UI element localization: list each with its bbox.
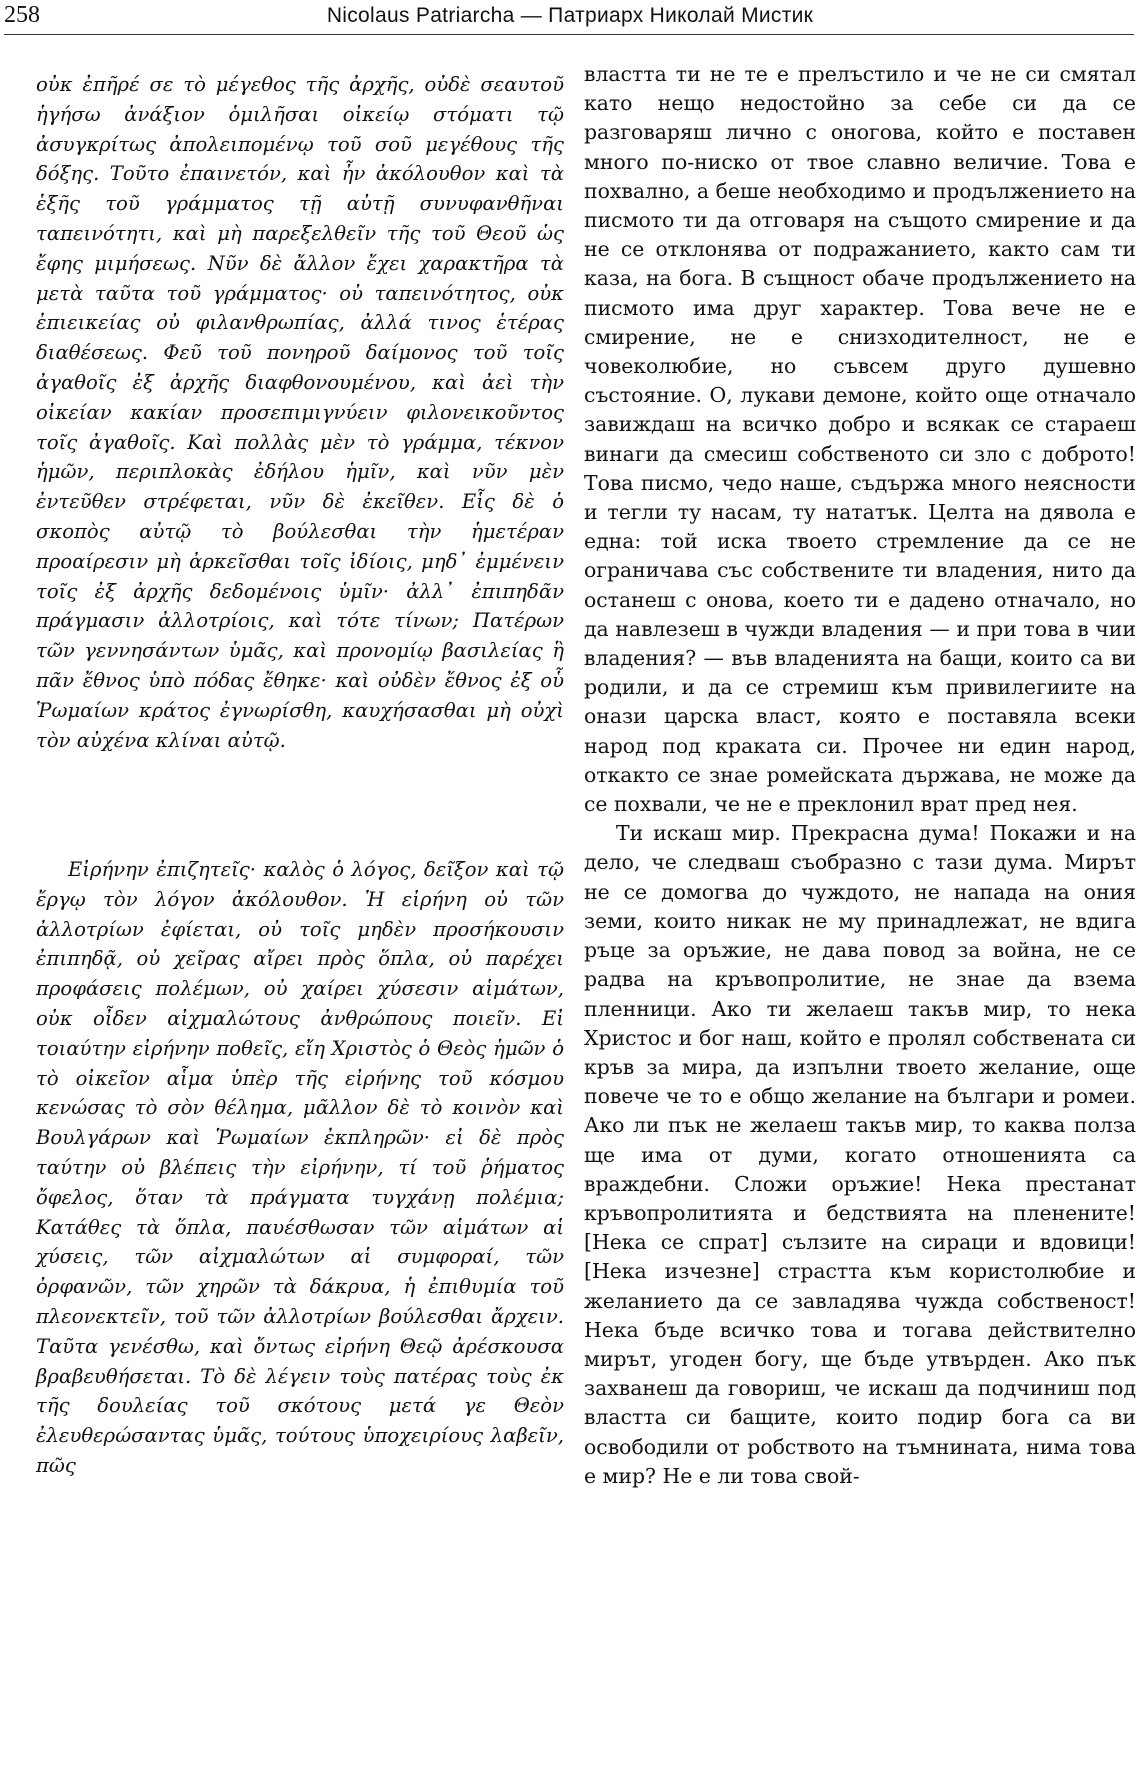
page-number: 258 [4, 2, 40, 28]
greek-paragraph-1 [36, 70, 564, 755]
bulgarian-paragraph-2: Ти искаш мир. Прекрасна дума! Покажи и на дело, че следваш съобразно с тази дума. Мирът не се домогва до чуждото, не напада на ония земи, които никак не му принадлежат, не вдига ръце за оръжие, не дава повод за война, не се радва на кръвопролитие, не знае да взема пленници. Ако ти желаеш такъв мир, то нека Христос и бог наш, който е пролял собствената си кръв за мира, да изпълни твоето желание, още повече че то е общо желание на българи и ромеи. Ако ли пък не желаеш такъв мир, то каква полза ще има от думи, когато отношенията са враждебни. Сложи оръжие! Нека престанат кръвопролитията и бедствията на пленените! [Нека се спрат] сълзите на сираци и вдовици! [Нека изчезне] страстта към користолюбие и желанието да се завладява чужда собственост! Нека бъде всичко това и тогава действително мирът, угоден богу, ще бъде утвърден. Ако пък захванеш да говориш, че искаш да подчиниш под властта си бащите, които подир бога са ви освободили от робството на тъмнината, нима това е мир? Не е ли това свой- [584, 821, 1136, 1488]
bulgarian-paragraph-1: властта ти не те е прелъстило и че не си смятал като нещо недостойно за себе си да се разговаряш лично с оногова, който е поставен много по-ниско от твое славно величие. Това е похвално, а беше необходимо и продължението на писмото ти да отговаря на същото смирение и да не се отклонява от подражанието, както сам ти каза, на бога. В същност обаче продължението на писмото има друг характер. Това вече не е смирение, не е снизходителност, не е човеколюбие, но съвсем друго душевно състояние. О, лукави демоне, който още отначало завиждаш на всичко добро и всякак се стараеш винаги да смесиш собственото си зло с доброто! Това писмо, чедо наше, съдържа много неясности и тегли ту насам, ту нататък. Целта на дявола е една: той иска твоето стремление да се не ограничава със собствените ти владения, нито да останеш с онова, което ти е дадено отначало, но да навлезеш в чужди владения — и при това в чии владения? — във владенията на бащи, които са ви родили, и да се стремиш към привилегиите на онази царска власт, която е поставяла всеки народ под краката си. Прочее ни един народ, откакто се знае ромейската държава, не може да се похвали, че не е преклонил врат пред нея. [584, 62, 1136, 817]
running-title: Nicolaus Patriarcha — Патриарх Николай Мистик [326, 4, 814, 27]
greek-text-1: οὐκ ἐπῆρέ σε τὸ μέγεθος τῆς ἀρχῆς, οὐδὲ σεαυτοῦ ἡγήσω ἀνάξιον ὁμιλῆσαι οἰκείῳ στόματι τῷ ἀσυγκρίτως ἀπολειπομένῳ τοῦ σοῦ μεγέθους τῆς δόξης. Τοῦτο ἐπαινετόν, καὶ ἦν ἀκόλουθον καὶ τὰ ἑξῆς τοῦ γράμματος τῇ αὐτῇ συνυφανθῆναι ταπεινότητι, καὶ μὴ παρεξελθεῖν τῆς τοῦ Θεοῦ ὡς ἔφης μιμήσεως. Νῦν δὲ ἄλλον ἔχει χαρακτῆρα τὰ μετὰ ταῦτα τοῦ γράμματος· οὐ ταπεινότητος, οὐκ ἐπιεικείας οὐ φιλανθρωπίας, ἀλλά τινος ἑτέρας διαθέσεως. Φεῦ τοῦ πονηροῦ δαίμονος τοῦ τοῖς ἀγαθοῖς ἐξ ἀρχῆς διαφθονουμένου, καὶ ἀεὶ τὴν οἰκείαν κακίαν προσεπιμιγνύειν φιλονεικοῦντος τοῖς ἀγαθοῖς. Καὶ πολλὰς μὲν τὸ γράμμα, τέκνον ἡμῶν, περιπλοκὰς ἐδήλου ἡμῖν, καὶ νῦν μὲν ἐντεῦθεν στρέφεται, νῦν δὲ ἐκεῖθεν. Εἷς δὲ ὁ σκοπὸς αὐτῷ τὸ βούλεσθαι τὴν ἡμετέραν προαίρεσιν μὴ ἀρκεῖσθαι τοῖς ἰδίοις, μηδ᾽ ἐμμένειν τοῖς ἐξ ἀρχῆς δεδομένοις ὑμῖν· ἀλλ᾽ ἐπιπηδᾶν πράγμασιν ἀλλοτρίοις, καὶ τότε τίνων; Πατέρων τῶν γεννησάντων ὑμᾶς, καὶ προνομίῳ βασιλείας ἣ πᾶν ἔθνος ὑπὸ πόδας ἔθηκε· καὶ οὐδὲν ἔθνος ἐξ οὗ Ῥωμαίων κράτος ἐγνωρίσθη, καυχήσασθαι μὴ οὐχὶ τὸν αὐχένα κλίναι αὐτῷ. [36, 73, 564, 752]
header-rule [4, 34, 1134, 35]
greek-paragraph-2 [36, 855, 564, 1481]
bulgarian-column [584, 60, 1136, 1491]
greek-text-2: Εἰρήνην ἐπιζητεῖς· καλὸς ὁ λόγος, δεῖξον καὶ τῷ ἔργῳ τὸν λόγον ἀκόλουθον. Ἡ εἰρήνη οὐ τῶν ἀλλοτρίων ἐφίεται, οὐ τοῖς μηδὲν προσήκουσιν ἐπιπηδᾷ, οὐ χεῖρας αἴρει πρὸς ὅπλα, οὐ παρέχει προφάσεις πολέμων, οὐ χαίρει χύσεσιν αἱμάτων, οὐκ οἶδεν αἰχμαλώτους ἀνθρώπους ποιεῖν. Εἰ τοιαύτην εἰρήνην ποθεῖς, εἴη Χριστὸς ὁ Θεὸς ἡμῶν ὁ τὸ οἰκεῖον αἷμα ὑπὲρ τῆς εἰρήνης τοῦ κόσμου κενώσας τὸ σὸν θέλημα, μᾶλλον δὲ τὸ κοινὸν καὶ Βουλγάρων καὶ Ῥωμαίων ἐκπληρῶν· εἰ δὲ πρὸς ταύτην οὐ βλέπεις τὴν εἰρήνην, τί τοῦ ῥήματος ὄφελος, ὅταν τὰ πράγματα τυγχάνῃ πολέμια; Κατάθες τὰ ὅπλα, παυέσθωσαν τῶν αἱμάτων αἱ χύσεις, τῶν αἰχμαλώτων αἱ συμφοραί, τῶν ὀρφανῶν, τῶν χηρῶν τὰ δάκρυα, ἡ ἐπιθυμία τοῦ πλεονεκτεῖν, τοῦ τῶν ἀλλοτρίων βούλεσθαι ἄρχειν. Ταῦτα γενέσθω, καὶ ὄντως εἰρήνη Θεῷ ἀρέσκουσα βραβευθήσεται. Τὸ δὲ λέγειν τοὺς πατέρας τοὺς ἐκ τῆς δουλείας τοῦ σκότους μετά γε Θεὸν ἐλευθερώσαντας ὑμᾶς, τούτους ὑποχειρίους λαβεῖν, πῶς [36, 858, 564, 1477]
page-header [0, 0, 1140, 40]
